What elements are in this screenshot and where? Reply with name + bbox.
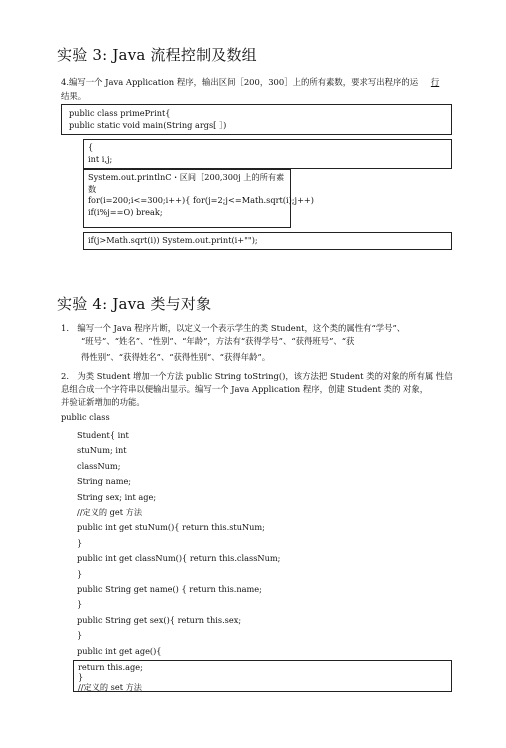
item1-line: “班号”、“姓名”、“性别”、“年龄”，方法有“获得学号”、“获得班号”、“获 (81, 336, 355, 346)
code-line: int i,j; (88, 153, 113, 164)
item2-line: 2. 为类 Student 增加一个方法 public String toString()，该方法把 Student 类的对象的所有属 性信 (61, 371, 453, 381)
code-line: String name; (77, 476, 132, 487)
code-line: public int get classNum(){ return this.classNum; (77, 553, 281, 564)
code-line: 数 (88, 183, 97, 194)
code-line: public String get name() { return this.name; (77, 584, 262, 595)
code-line: public int get stuNum(){ return this.stuNum; (77, 522, 265, 533)
code-line: public class primePrint{ (69, 108, 171, 118)
item2-line: 息组合成一个字符串以便输出显示。编写一个 Java Application 程序，创建 Student 类的 对象， (61, 384, 429, 394)
code-line: classNum; (77, 460, 121, 471)
code-line: String sex; int age; (77, 491, 157, 502)
code-line: } (77, 537, 83, 548)
code-line: public String get sex(){ return this.sex; (77, 614, 242, 625)
code-line: public static void main(String args[ ］) (69, 119, 227, 130)
code-line: return this.age; (78, 662, 143, 672)
code-comment: //定义的 set 方法 (78, 682, 142, 692)
code-comment: //定义的 get 方法 (77, 507, 143, 518)
task4-line1-tail: 行 (430, 77, 440, 87)
code-line: } (77, 630, 83, 641)
code-line: } (77, 568, 83, 579)
code-box-print (83, 232, 452, 250)
code-box-loop (83, 169, 314, 228)
section4-title: 实验 4: Java 类与对象 (57, 295, 212, 313)
section3-title: 实验 3: Java 流程控制及数组 (57, 46, 257, 64)
code-line: stuNum; int (77, 445, 127, 456)
code-box-return-age (73, 660, 452, 692)
task4-line2: 结果。 (61, 91, 87, 101)
code-line: } (78, 672, 84, 682)
item1-line: 1. 编写一个 Java 程序片断，以定义一个表示学生的类 Student，这个类的属性有“学号”、 (61, 323, 406, 333)
task4-line1-text: 4.编写一个 Java Application 程序，输出区间［200，300］上的所有素数，要求写出程序的运 (61, 77, 419, 87)
item1-line: 得性别”、“获得姓名”、“获得性别”、“获得年龄”。 (81, 351, 271, 362)
item2 (61, 370, 453, 409)
code-class-keyword: public class (61, 412, 110, 422)
code-line: } (77, 599, 83, 610)
student-code-block (77, 428, 280, 659)
code-line: if(j>Math.sqrt(i)) System.out.print(i+""); (88, 235, 258, 245)
code-line: if(i%j==O) break; (88, 206, 163, 217)
code-line: Student{ int (77, 430, 129, 440)
code-line: { (88, 142, 94, 152)
item2-line: 并验证新增加的功能。 (61, 397, 145, 407)
code-line: public int get age(){ (77, 645, 162, 656)
code-line: System.out.printlnC・区间［200,300j 上的所有素 (88, 172, 285, 182)
code-box-decl (83, 139, 452, 169)
task4-line1 (61, 76, 439, 88)
code-box-class-head (61, 104, 452, 135)
code-line: for(i=200;i<=300;i++){ for(j=2;j<=Math.sqrt(i);j++) (88, 195, 314, 206)
item1 (61, 322, 405, 365)
